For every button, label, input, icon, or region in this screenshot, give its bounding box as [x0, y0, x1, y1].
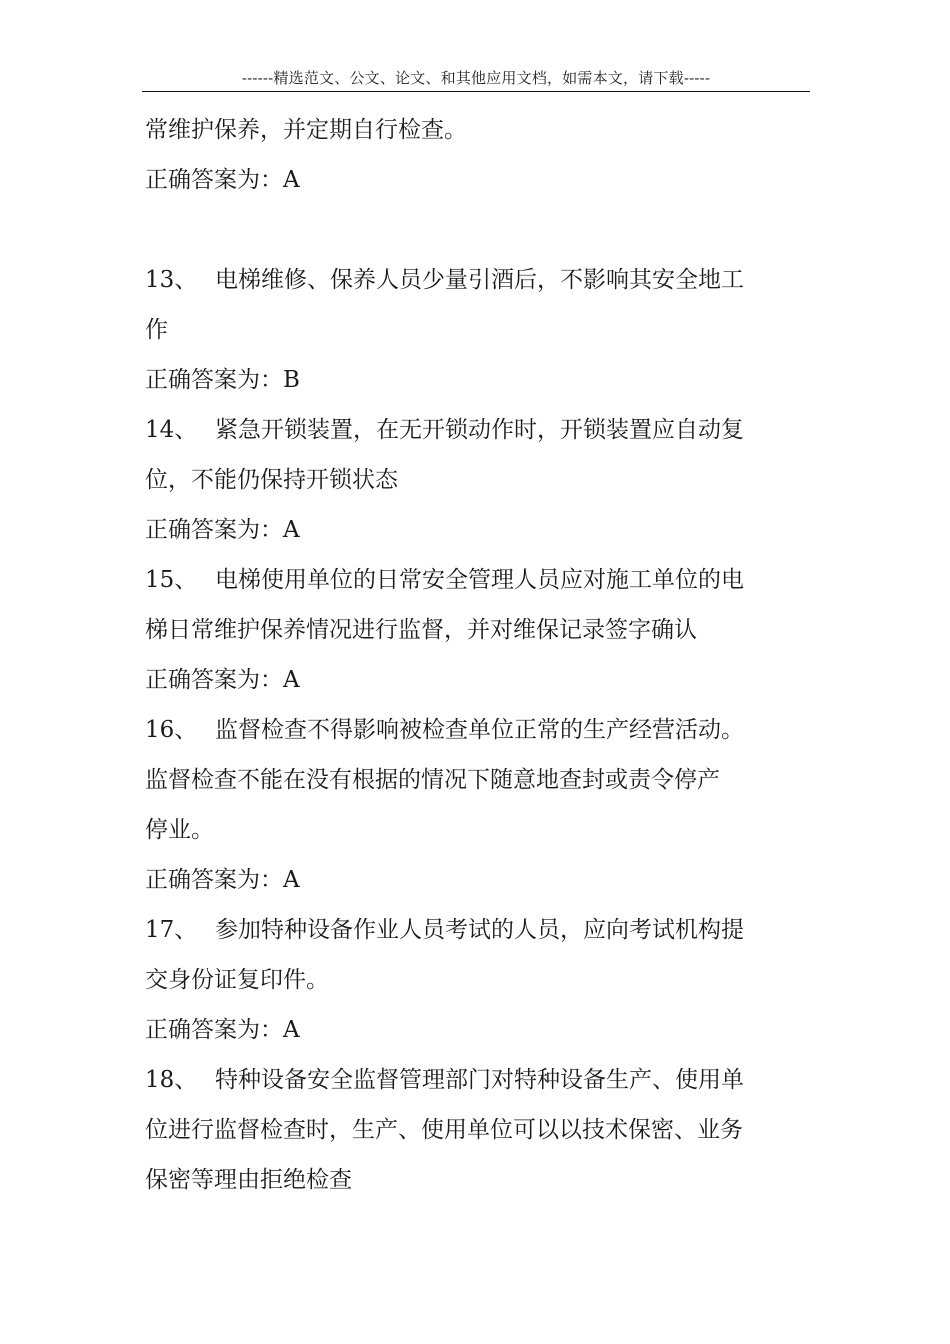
- blank-gap: [145, 205, 810, 255]
- question-text: 紧急开锁装置，在无开锁动作时，开锁装置应自动复: [215, 417, 744, 443]
- question-number: 18、: [145, 1067, 198, 1093]
- question-text: 特种设备安全监督管理部门对特种设备生产、使用单: [215, 1067, 744, 1093]
- question-number: 14、: [145, 417, 198, 443]
- question-13: [145, 255, 810, 405]
- question-line: [145, 905, 810, 955]
- question-18: [145, 1055, 810, 1205]
- question-number: 15、: [145, 567, 198, 593]
- page-header: ------精选范文、公文、论文、和其他应用文档，如需本文，请下载-----: [241, 69, 711, 87]
- answer-line: 正确答案为：A: [145, 167, 300, 193]
- question-text: 电梯使用单位的日常安全管理人员应对施工单位的电: [215, 567, 744, 593]
- question-line: [145, 555, 810, 605]
- question-15: [145, 555, 810, 705]
- question-text: 电梯维修、保养人员少量引酒后，不影响其安全地工: [215, 267, 744, 293]
- question-line: [145, 255, 810, 305]
- question-text: 参加特种设备作业人员考试的人员，应向考试机构提: [215, 917, 744, 943]
- question-number: 17、: [145, 917, 198, 943]
- question-text: 停业。: [145, 817, 214, 843]
- question-text: 监督检查不能在没有根据的情况下随意地查封或责令停产: [145, 767, 720, 793]
- document-body: [145, 105, 810, 1205]
- answer-line: 正确答案为：A: [145, 1017, 300, 1043]
- answer-line: 正确答案为：B: [145, 367, 300, 393]
- question-text: 保密等理由拒绝检查: [145, 1167, 352, 1193]
- question-14: [145, 405, 810, 555]
- continuation-text: 常维护保养，并定期自行检查。: [145, 117, 467, 143]
- answer-line: 正确答案为：A: [145, 517, 300, 543]
- answer-line: 正确答案为：A: [145, 867, 300, 893]
- question-text: 交身份证复印件。: [145, 967, 329, 993]
- question-number: 13、: [145, 267, 198, 293]
- header-rule: [142, 91, 810, 92]
- question-text: 梯日常维护保养情况进行监督，并对维保记录签字确认: [145, 617, 697, 643]
- question-text: 位，不能仍保持开锁状态: [145, 467, 398, 493]
- question-text: 位进行监督检查时，生产、使用单位可以以技术保密、业务: [145, 1117, 743, 1143]
- question-17: [145, 905, 810, 1055]
- question-line: [145, 1055, 810, 1105]
- question-text: 作: [145, 317, 168, 343]
- question-number: 16、: [145, 717, 198, 743]
- question-line: [145, 405, 810, 455]
- question-line: [145, 705, 810, 755]
- answer-line: 正确答案为：A: [145, 667, 300, 693]
- question-16: [145, 705, 810, 905]
- question-text: 监督检查不得影响被检查单位正常的生产经营活动。: [215, 717, 744, 743]
